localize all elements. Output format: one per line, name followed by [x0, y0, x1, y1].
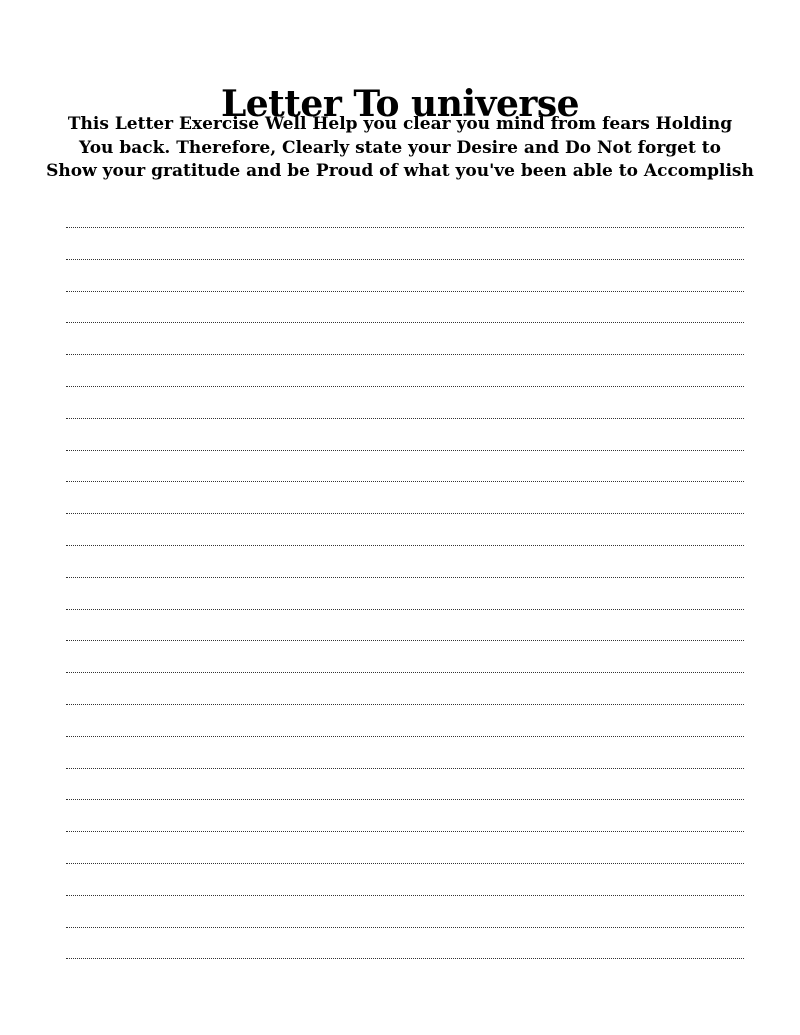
writing-line — [66, 927, 744, 928]
writing-line — [66, 704, 744, 705]
writing-line — [66, 672, 744, 673]
instructions-line-3: Show your gratitude and be Proud of what you've been able to Accomplish — [46, 161, 754, 181]
writing-line — [66, 386, 744, 387]
instructions-text — [0, 113, 800, 184]
writing-line — [66, 481, 744, 482]
writing-line — [66, 768, 744, 769]
writing-line — [66, 863, 744, 864]
writing-line — [66, 958, 744, 959]
writing-line — [66, 513, 744, 514]
writing-line — [66, 831, 744, 832]
page-title: Letter To universe — [220, 83, 580, 126]
instructions-line-2: You back. Therefore, Clearly state your Desire and Do Not forget to — [79, 137, 721, 158]
writing-line — [66, 418, 744, 419]
writing-line — [66, 609, 744, 610]
writing-line — [66, 291, 744, 292]
writing-line — [66, 895, 744, 896]
writing-lines — [66, 227, 744, 990]
writing-line — [66, 227, 744, 228]
writing-line — [66, 259, 744, 260]
writing-line — [66, 640, 744, 641]
writing-line — [66, 577, 744, 578]
writing-line — [66, 354, 744, 355]
writing-line — [66, 450, 744, 451]
writing-line — [66, 322, 744, 323]
writing-line — [66, 799, 744, 800]
writing-line — [66, 736, 744, 737]
writing-line — [66, 545, 744, 546]
instructions-line-1: This Letter Exercise Well Help you clear you mind from fears Holding — [67, 114, 733, 134]
